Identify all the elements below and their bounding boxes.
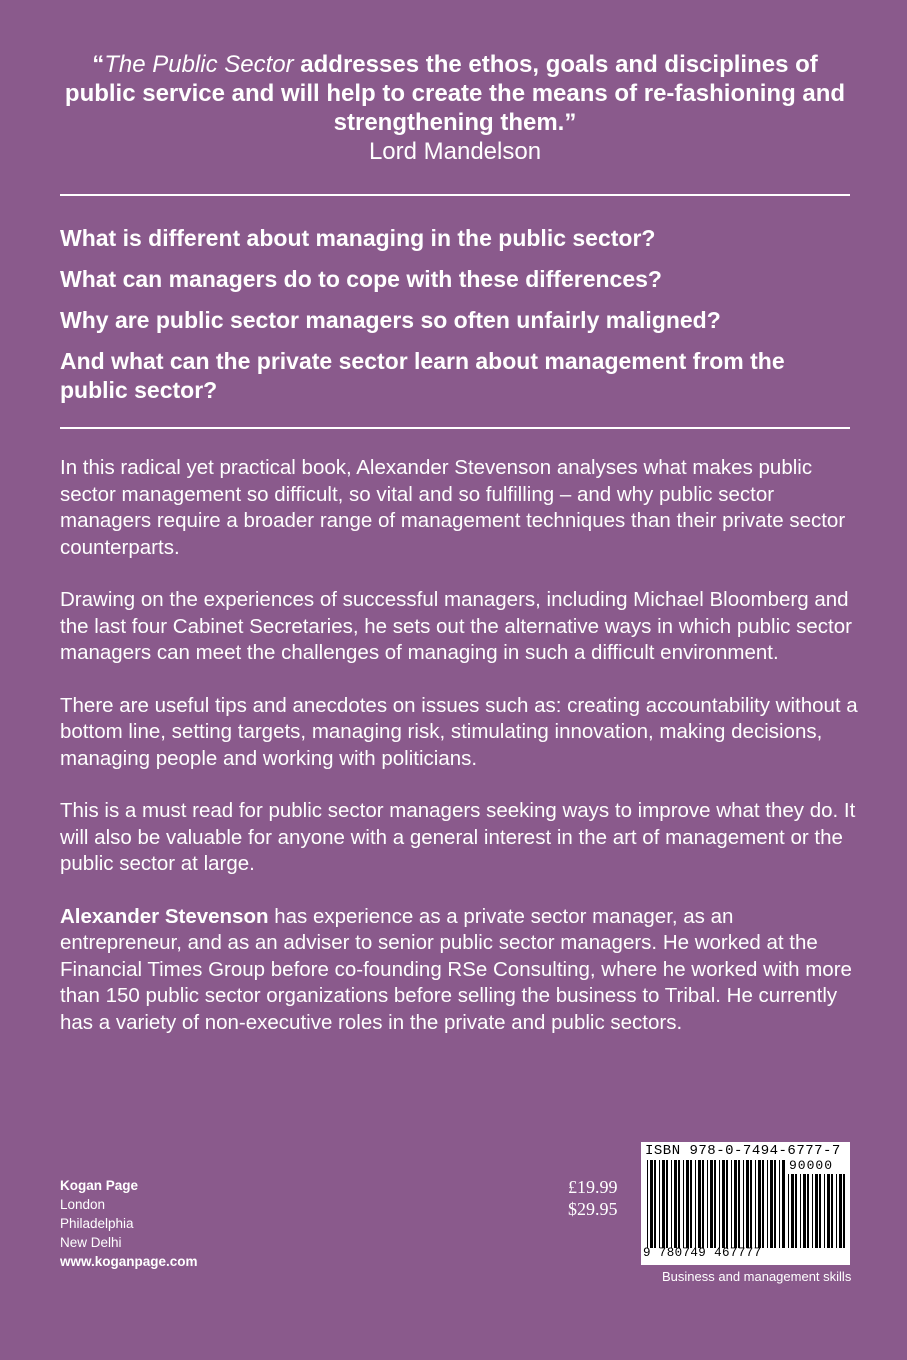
question: What can managers do to cope with these differences? bbox=[60, 266, 662, 292]
ean-digits: 9 780749 467777 bbox=[643, 1246, 762, 1260]
barcode-addon-number: 90000 bbox=[789, 1158, 834, 1173]
barcode-bar bbox=[782, 1160, 785, 1248]
barcode-bar bbox=[827, 1174, 830, 1248]
barcode-bar bbox=[698, 1160, 701, 1248]
ean-barcode-bars bbox=[647, 1160, 785, 1248]
barcode-bar bbox=[824, 1174, 825, 1248]
barcode-bar bbox=[770, 1160, 773, 1248]
barcode-bar bbox=[695, 1160, 696, 1248]
barcode-bar bbox=[758, 1160, 761, 1248]
question: Why are public sector managers so often unfairly maligned? bbox=[60, 307, 721, 333]
barcode-bar bbox=[767, 1160, 768, 1248]
publisher-city: Philadelphia bbox=[60, 1216, 134, 1231]
barcode-bar bbox=[743, 1160, 744, 1248]
paragraph: There are useful tips and anecdotes on issues such as: creating accountability without a bottom line, setting targets, managing risk, stimulating innovation, making decisions, managing people and working with politicians. bbox=[60, 693, 858, 770]
barcode-bar bbox=[654, 1160, 656, 1248]
barcode-bar bbox=[674, 1160, 677, 1248]
description bbox=[60, 455, 860, 1062]
barcode-bar bbox=[707, 1160, 708, 1248]
quote-text: “The Public Sector addresses the ethos, goals and disciplines of public service and will help to create the means of re-fashioning and strengthening them.” bbox=[64, 51, 846, 136]
barcode-bar bbox=[843, 1174, 845, 1248]
paragraph: Drawing on the experiences of successful managers, including Michael Bloomberg and the last four Cabinet Secretaries, he sets out the alternative ways in which public sector managers can meet the challenges of managing in such a difficult environment. bbox=[60, 588, 852, 664]
barcode-bar bbox=[779, 1160, 780, 1248]
barcode-bar bbox=[686, 1160, 689, 1248]
publisher-info bbox=[60, 1176, 198, 1271]
barcode-bar bbox=[836, 1174, 837, 1248]
barcode-bar bbox=[714, 1160, 716, 1248]
barcode-bar bbox=[755, 1160, 756, 1248]
author-name: Alexander Stevenson bbox=[60, 904, 269, 928]
question: And what can the private sector learn about management from the public sector? bbox=[60, 348, 785, 403]
isbn-label: ISBN 978-0-7494-6777-7 bbox=[645, 1143, 841, 1159]
barcode-bar bbox=[678, 1160, 680, 1248]
questions-block bbox=[60, 224, 850, 417]
prices bbox=[568, 1176, 618, 1220]
barcode-bar bbox=[659, 1160, 660, 1248]
quote-author: Lord Mandelson bbox=[368, 138, 542, 165]
barcode-bar bbox=[788, 1174, 789, 1248]
barcode-bar bbox=[803, 1174, 806, 1248]
barcode-bar bbox=[647, 1160, 648, 1248]
endorsement-quote bbox=[60, 50, 850, 166]
barcode-bar bbox=[726, 1160, 728, 1248]
barcode-bar bbox=[702, 1160, 704, 1248]
barcode-bar bbox=[738, 1160, 740, 1248]
book-category: Business and management skills bbox=[662, 1269, 852, 1284]
question: What is different about managing in the public sector? bbox=[60, 225, 656, 251]
price-gbp: £19.99 bbox=[568, 1177, 618, 1197]
barcode-bar bbox=[807, 1174, 809, 1248]
publisher-city: London bbox=[60, 1197, 106, 1212]
barcode-bar bbox=[831, 1174, 833, 1248]
price-usd: $29.95 bbox=[568, 1199, 618, 1219]
barcode-bar bbox=[774, 1160, 776, 1248]
publisher-name: Kogan Page bbox=[60, 1178, 139, 1193]
barcode-bar bbox=[690, 1160, 692, 1248]
barcode bbox=[641, 1142, 850, 1265]
barcode-bar bbox=[671, 1160, 672, 1248]
barcode-bar bbox=[650, 1160, 653, 1248]
barcode-bar bbox=[762, 1160, 764, 1248]
divider-bottom bbox=[60, 427, 850, 429]
author-bio: Alexander Stevenson has experience as a private sector manager, as an entrepreneur, and as an adviser to senior public sector managers. He worked at the Financial Times Group before co-founding RSe Consulting, where he worked with more than 150 public sector organizations before selling the business to Tribal. He currently has a variety of non-executive roles in the private and public sectors. bbox=[60, 904, 852, 1034]
barcode-bar bbox=[800, 1174, 801, 1248]
barcode-bar bbox=[812, 1174, 813, 1248]
barcode-bar bbox=[750, 1160, 752, 1248]
barcode-bar bbox=[746, 1160, 749, 1248]
barcode-bar bbox=[734, 1160, 737, 1248]
barcode-bar bbox=[731, 1160, 732, 1248]
barcode-bar bbox=[795, 1174, 797, 1248]
barcode-bar bbox=[719, 1160, 720, 1248]
paragraph: In this radical yet practical book, Alexander Stevenson analyses what makes public sector management so difficult, so vital and so fulfilling – and why public sector managers require a broader range of management techniques than their private sector counterparts. bbox=[60, 456, 846, 559]
quote-book-title: The Public Sector bbox=[104, 51, 294, 78]
publisher-city: New Delhi bbox=[60, 1235, 122, 1250]
barcode-bar bbox=[791, 1174, 794, 1248]
barcode-bar bbox=[839, 1174, 842, 1248]
paragraph: This is a must read for public sector managers seeking ways to improve what they do. It will also be valuable for anyone with a general interest in the art of management or the public sector at large. bbox=[60, 799, 856, 875]
barcode-bar bbox=[722, 1160, 725, 1248]
barcode-bar bbox=[819, 1174, 821, 1248]
barcode-bar bbox=[710, 1160, 713, 1248]
barcode-bar bbox=[666, 1160, 668, 1248]
barcode-bar bbox=[815, 1174, 818, 1248]
divider-top bbox=[60, 194, 850, 196]
publisher-website: www.koganpage.com bbox=[60, 1254, 198, 1269]
barcode-bar bbox=[683, 1160, 684, 1248]
addon-barcode-bars bbox=[788, 1174, 846, 1248]
barcode-bar bbox=[662, 1160, 665, 1248]
